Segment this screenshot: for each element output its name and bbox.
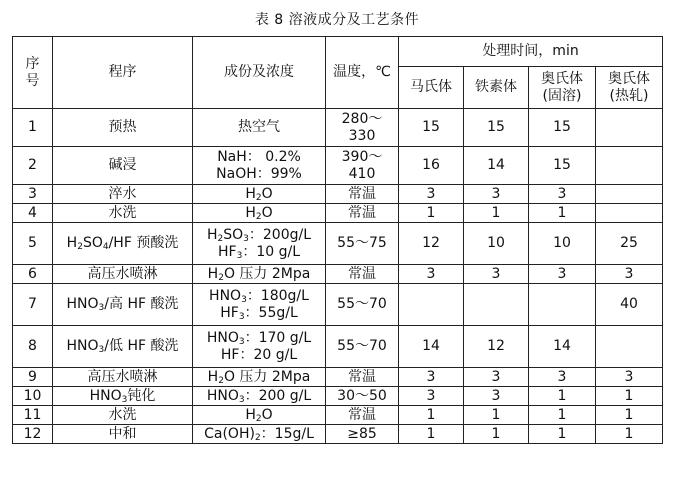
cell-austenite-hot (596, 326, 663, 368)
process-table (12, 36, 663, 444)
cell-austenite-hot: 3 (596, 368, 663, 387)
text-segment: 碱浸 (108, 157, 137, 173)
cell-composition (193, 204, 326, 223)
text-segment: ：55g/L (244, 304, 298, 321)
cell-austenite-solution: 1 (529, 406, 596, 425)
cell-seq: 10 (13, 387, 53, 406)
subscript: 2 (77, 242, 83, 252)
cell-step (53, 387, 193, 406)
cell-composition (193, 326, 326, 368)
cell-austenite-solution: 1 (529, 387, 596, 406)
cell-step (53, 204, 193, 223)
cell-austenite-solution: 10 (529, 223, 596, 265)
text-segment: O (261, 406, 273, 423)
cell-composition (193, 425, 326, 444)
subscript: 3 (98, 303, 105, 313)
cell-austenite-solution: 1 (529, 204, 596, 223)
text-segment: /高 HF 酸洗 (104, 296, 179, 312)
cell-temperature: 55～70 (326, 284, 399, 326)
subscript: 2 (218, 375, 224, 386)
header-ferrite: 铁素体 (464, 67, 529, 109)
text-segment: SO (223, 226, 244, 243)
table-row (13, 387, 663, 406)
text-segment: 热空气 (238, 119, 280, 135)
subscript: 3 (238, 394, 245, 405)
subscript: 2 (255, 413, 262, 424)
text-segment: HNO (206, 329, 239, 346)
cell-temperature: 常温 (326, 185, 399, 204)
text-segment: /HF 预酸洗 (108, 235, 179, 251)
text-segment: ：10 g/L (242, 243, 300, 260)
subscript: 3 (243, 233, 249, 244)
cell-martensite: 3 (399, 387, 464, 406)
cell-austenite-solution: 3 (529, 265, 596, 284)
table-row (13, 204, 663, 223)
text-segment: ：15g/L (260, 425, 314, 442)
subscript: 3 (98, 345, 105, 355)
subscript: 3 (238, 336, 245, 347)
subscript: 4 (102, 242, 109, 252)
text-segment: H (206, 226, 218, 243)
header-step: 程序 (53, 37, 193, 109)
cell-ferrite (464, 284, 529, 326)
cell-composition (193, 223, 326, 265)
subscript: 2 (218, 272, 224, 283)
cell-step (53, 326, 193, 368)
text-segment: ：180g/L HF (220, 287, 309, 321)
header-austenite-solution: 奥氏体 (固溶) (529, 67, 596, 109)
text-segment: H (66, 235, 78, 251)
table-row (13, 284, 663, 326)
text-segment: 淬水 (108, 185, 137, 202)
cell-seq: 2 (13, 147, 53, 185)
subscript: 3 (241, 294, 247, 305)
text-segment: HNO (89, 387, 122, 404)
table-body (13, 109, 663, 444)
cell-temperature: 390～ 410 (326, 147, 399, 185)
cell-temperature: 常温 (326, 368, 399, 387)
table-row (13, 109, 663, 147)
subscript: 3 (238, 311, 245, 322)
text-segment: O (261, 204, 273, 221)
cell-austenite-solution: 15 (529, 109, 596, 147)
cell-austenite-hot: 1 (596, 425, 663, 444)
text-segment: 水洗 (108, 204, 137, 221)
table-row (13, 406, 663, 425)
cell-step (53, 147, 193, 185)
cell-composition (193, 368, 326, 387)
text-segment: ：200g/L HF (218, 226, 312, 260)
text-segment: Ca(OH) (204, 425, 255, 442)
text-segment: HNO (209, 287, 242, 304)
cell-temperature: 常温 (326, 265, 399, 284)
table-title: 表 8 溶液成分及工艺条件 (254, 12, 420, 28)
cell-seq: 3 (13, 185, 53, 204)
cell-step (53, 368, 193, 387)
cell-austenite-solution: 3 (529, 185, 596, 204)
table-row (13, 326, 663, 368)
cell-martensite: 3 (399, 265, 464, 284)
cell-temperature: 常温 (326, 406, 399, 425)
cell-austenite-solution: 1 (529, 425, 596, 444)
cell-ferrite: 1 (464, 406, 529, 425)
cell-martensite: 1 (399, 204, 464, 223)
subscript: 2 (217, 233, 224, 244)
cell-step (53, 109, 193, 147)
cell-austenite-solution: 14 (529, 326, 596, 368)
cell-ferrite: 3 (464, 265, 529, 284)
cell-austenite-hot (596, 204, 663, 223)
cell-austenite-hot: 1 (596, 406, 663, 425)
subscript: 2 (255, 192, 262, 203)
cell-seq: 6 (13, 265, 53, 284)
header-composition: 成份及浓度 (193, 37, 326, 109)
table-row (13, 425, 663, 444)
cell-step (53, 185, 193, 204)
header-temperature: 温度，℃ (326, 37, 399, 109)
header-time-group: 处理时间，min (399, 37, 663, 67)
table-row (13, 368, 663, 387)
cell-martensite: 12 (399, 223, 464, 265)
cell-composition (193, 185, 326, 204)
text-segment: H (245, 185, 256, 202)
cell-step (53, 425, 193, 444)
cell-composition (193, 406, 326, 425)
cell-ferrite: 1 (464, 204, 529, 223)
text-segment: 水洗 (108, 406, 137, 423)
subscript: 2 (255, 211, 262, 222)
table-row (13, 147, 663, 185)
cell-martensite: 1 (399, 425, 464, 444)
cell-seq: 5 (13, 223, 53, 265)
cell-seq: 9 (13, 368, 53, 387)
cell-ferrite: 14 (464, 147, 529, 185)
cell-seq: 8 (13, 326, 53, 368)
text-segment: H (207, 265, 219, 282)
cell-austenite-hot (596, 109, 663, 147)
cell-martensite (399, 284, 464, 326)
cell-temperature: 55～70 (326, 326, 399, 368)
cell-austenite-hot: 1 (596, 387, 663, 406)
cell-seq: 12 (13, 425, 53, 444)
cell-austenite-solution (529, 284, 596, 326)
cell-temperature: 280～ 330 (326, 109, 399, 147)
text-segment: O 压力 2Mpa (223, 265, 311, 282)
cell-temperature: 55～75 (326, 223, 399, 265)
table-row (13, 185, 663, 204)
cell-martensite: 16 (399, 147, 464, 185)
cell-ferrite: 3 (464, 387, 529, 406)
text-segment: H (245, 204, 256, 221)
cell-martensite: 14 (399, 326, 464, 368)
cell-austenite-hot: 40 (596, 284, 663, 326)
cell-martensite: 1 (399, 406, 464, 425)
text-segment: H (207, 368, 219, 385)
cell-temperature: ≥85 (326, 425, 399, 444)
text-segment: HNO (206, 387, 239, 404)
cell-seq: 7 (13, 284, 53, 326)
table-row (13, 265, 663, 284)
cell-composition (193, 284, 326, 326)
header-martensite: 马氏体 (399, 67, 464, 109)
cell-step (53, 223, 193, 265)
cell-step (53, 284, 193, 326)
cell-austenite-solution: 3 (529, 368, 596, 387)
cell-composition (193, 147, 326, 185)
cell-ferrite: 15 (464, 109, 529, 147)
cell-austenite-hot: 25 (596, 223, 663, 265)
text-segment: 钝化 (127, 387, 156, 404)
text-segment: O 压力 2Mpa (223, 368, 311, 385)
text-segment: H (245, 406, 256, 423)
cell-martensite: 15 (399, 109, 464, 147)
cell-austenite-hot: 3 (596, 265, 663, 284)
cell-composition (193, 387, 326, 406)
text-segment: NaH： 0.2% NaOH：99% (216, 148, 302, 182)
text-segment: 预热 (108, 119, 137, 135)
cell-step (53, 406, 193, 425)
cell-temperature: 30～50 (326, 387, 399, 406)
cell-ferrite: 3 (464, 368, 529, 387)
cell-ferrite: 10 (464, 223, 529, 265)
cell-composition (193, 109, 326, 147)
text-segment: ：200 g/L (244, 387, 312, 404)
subscript: 3 (121, 394, 128, 405)
text-segment: ：170 g/L HF：20 g/L (220, 329, 312, 363)
cell-martensite: 3 (399, 368, 464, 387)
subscript: 2 (254, 432, 261, 443)
cell-martensite: 3 (399, 185, 464, 204)
cell-ferrite: 3 (464, 185, 529, 204)
text-segment: /低 HF 酸洗 (104, 338, 179, 354)
subscript: 3 (236, 250, 243, 261)
cell-temperature: 常温 (326, 204, 399, 223)
cell-seq: 4 (13, 204, 53, 223)
cell-seq: 11 (13, 406, 53, 425)
cell-ferrite: 1 (464, 425, 529, 444)
cell-step (53, 265, 193, 284)
cell-ferrite: 12 (464, 326, 529, 368)
table-row (13, 223, 663, 265)
header-seq: 序 号 (13, 37, 53, 109)
text-segment: 高压水喷淋 (87, 368, 158, 385)
text-segment: SO (82, 235, 103, 251)
text-segment: 中和 (108, 425, 137, 442)
header-austenite-hot: 奥氏体 (热轧) (596, 67, 663, 109)
text-segment: HNO (66, 338, 99, 354)
cell-austenite-solution: 15 (529, 147, 596, 185)
text-segment: HNO (66, 296, 99, 312)
cell-austenite-hot (596, 147, 663, 185)
cell-austenite-hot (596, 185, 663, 204)
cell-seq: 1 (13, 109, 53, 147)
text-segment: 高压水喷淋 (87, 265, 158, 282)
cell-composition (193, 265, 326, 284)
text-segment: O (261, 185, 273, 202)
